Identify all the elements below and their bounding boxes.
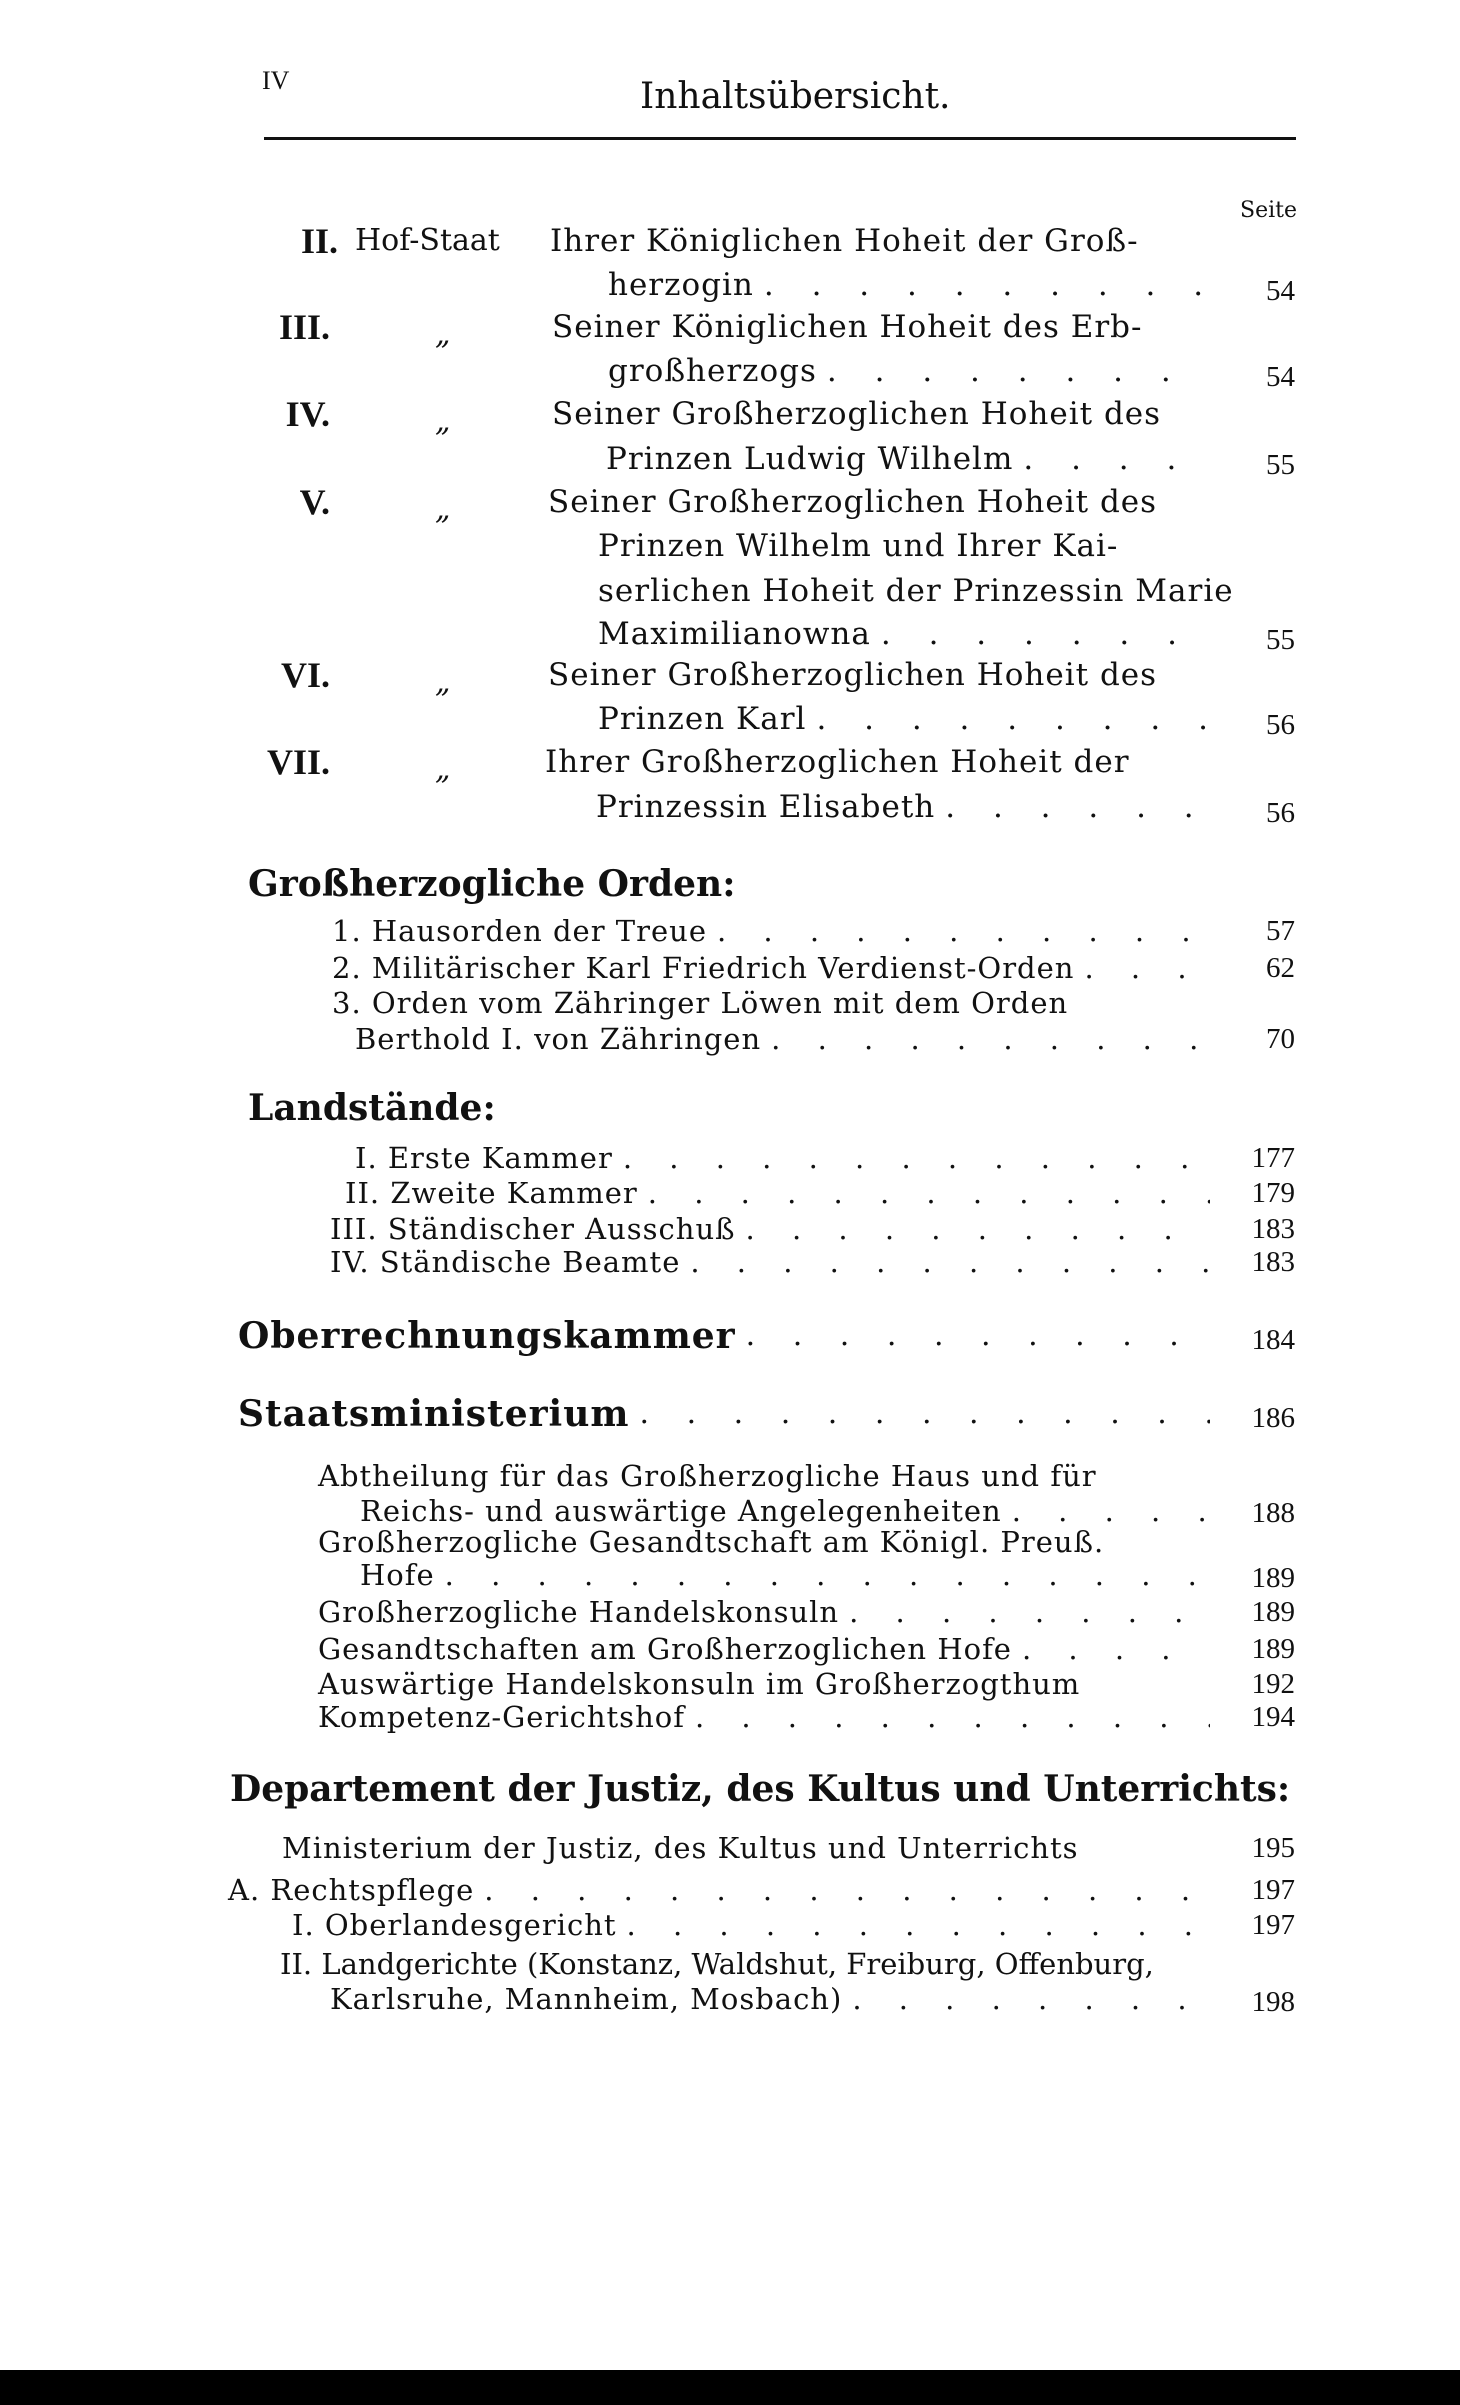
- entry-line: großherzogs . . .: [608, 351, 1210, 391]
- page-ref: 186: [1251, 1402, 1295, 1434]
- entry-line: 2. Militärischer Karl Friedrich Verdienst-Orden . . .: [332, 948, 1210, 988]
- entry-number: VI.: [280, 655, 330, 695]
- entry-line: Prinzen Ludwig Wilhelm . . .: [606, 439, 1210, 479]
- section-heading-justiz: Departement der Justiz, des Kultus und Unterrichts:: [230, 1768, 1291, 1810]
- entry-number: IV.: [285, 394, 330, 434]
- entry-number: III.: [278, 307, 330, 347]
- ditto-mark: „: [435, 492, 451, 527]
- entry-line: Abtheilung für das Großherzogliche Haus und für: [318, 1459, 1097, 1493]
- running-title: Inhaltsübersicht.: [640, 76, 951, 117]
- scan-border-bottom: [0, 2370, 1460, 2405]
- page-ref: 56: [1266, 709, 1295, 741]
- page-ref: 179: [1251, 1177, 1295, 1209]
- entry-line: Prinzen Wilhelm und Ihrer Kai-: [598, 528, 1119, 564]
- entry-line: Ihrer Königlichen Hoheit der Groß-: [550, 223, 1139, 259]
- entry-line: herzogin . . .: [608, 265, 1210, 305]
- page-ref: 197: [1251, 1909, 1295, 1941]
- entry-line: Maximilianowna . . .: [598, 614, 1210, 654]
- page-ref: 54: [1266, 275, 1295, 307]
- entry-line: III. Ständischer Ausschuß . . .: [330, 1209, 1210, 1249]
- entry-line: Seiner Königlichen Hoheit des Erb-: [552, 309, 1143, 345]
- entry-line: Kompetenz-Gerichtshof . . .: [318, 1697, 1210, 1737]
- entry-line: II. Zweite Kammer . . .: [345, 1173, 1210, 1213]
- page-ref: 57: [1266, 915, 1295, 947]
- header-rule: [264, 137, 1296, 140]
- ditto-mark: „: [435, 404, 451, 439]
- page-ref: 62: [1266, 952, 1295, 984]
- page-ref: 183: [1251, 1246, 1295, 1278]
- entry-number: V.: [299, 482, 330, 522]
- page-ref: 189: [1251, 1562, 1295, 1594]
- section-heading-landstaende: Landstände:: [248, 1087, 496, 1129]
- entry-line: serlichen Hoheit der Prinzessin Marie: [598, 573, 1234, 609]
- page-ref: 189: [1251, 1633, 1295, 1665]
- page-ref: 188: [1251, 1497, 1295, 1529]
- page-ref: 177: [1251, 1142, 1295, 1174]
- ditto-mark: „: [435, 317, 451, 352]
- page-ref: 54: [1266, 361, 1295, 393]
- entry-line: Seiner Großherzoglichen Hoheit des: [548, 657, 1158, 693]
- entry-line: Prinzen Karl . . .: [598, 699, 1210, 739]
- page-ref: 189: [1251, 1596, 1295, 1628]
- ditto-mark: „: [435, 752, 451, 787]
- entry-line: A. Rechtspflege . . .: [228, 1870, 1210, 1910]
- entry-line: Berthold I. von Zähringen . . .: [355, 1019, 1210, 1059]
- entry-line: 1. Hausorden der Treue . . .: [332, 911, 1210, 951]
- entry-line: Ministerium der Justiz, des Kultus und Unterrichts: [282, 1831, 1079, 1865]
- entry-line: Großherzogliche Gesandtschaft am Königl. Preuß.: [318, 1525, 1105, 1559]
- entry-line: II. Landgerichte (Konstanz, Waldshut, Freiburg, Offenburg,: [280, 1947, 1154, 1981]
- entry-line: IV. Ständische Beamte . . .: [330, 1242, 1210, 1282]
- section-heading-staatsministerium: Staatsministerium . . .: [238, 1390, 1210, 1438]
- page-ref: 198: [1251, 1986, 1295, 2018]
- ditto-mark: „: [435, 665, 451, 700]
- entry-line: I. Oberlandesgericht . . .: [292, 1905, 1210, 1945]
- entry-line: Seiner Großherzoglichen Hoheit des: [552, 396, 1162, 432]
- entry-line: Großherzogliche Handelskonsuln . . .: [318, 1592, 1210, 1632]
- page-ref: 70: [1266, 1023, 1295, 1055]
- entry-line: Gesandtschaften am Großherzoglichen Hofe . . .: [318, 1629, 1210, 1669]
- entry-prefix: Hof-Staat: [355, 223, 500, 258]
- page-ref: 184: [1251, 1324, 1295, 1356]
- page-ref: 192: [1251, 1668, 1295, 1700]
- seite-label: Seite: [1240, 198, 1297, 223]
- page-ref: 55: [1266, 449, 1295, 481]
- entry-line: Reichs- und auswärtige Angelegenheiten . . .: [360, 1491, 1210, 1531]
- entry-line: Prinzessin Elisabeth . . .: [596, 787, 1210, 827]
- entry-line: Auswärtige Handelskonsuln im Großherzogthum: [318, 1667, 1081, 1701]
- entry-line: 3. Orden vom Zähringer Löwen mit dem Orden: [332, 986, 1069, 1020]
- page-ref: 197: [1251, 1874, 1295, 1906]
- entry-line: Karlsruhe, Mannheim, Mosbach) . . .: [330, 1979, 1210, 2019]
- entry-line: Ihrer Großherzoglichen Hoheit der: [545, 744, 1130, 780]
- entry-number: II.: [300, 221, 338, 261]
- entry-line: Seiner Großherzoglichen Hoheit des: [548, 484, 1158, 520]
- section-heading-orden: Großherzogliche Orden:: [248, 863, 736, 905]
- page-ref: 183: [1251, 1213, 1295, 1245]
- page-ref: 194: [1251, 1701, 1295, 1733]
- entry-line: Hofe . . .: [360, 1555, 1210, 1595]
- entry-line: I. Erste Kammer . . .: [355, 1138, 1210, 1178]
- page-ref: 55: [1266, 624, 1295, 656]
- page-ref: 56: [1266, 797, 1295, 829]
- page-ref: 195: [1251, 1832, 1295, 1864]
- section-heading-oberrechnungskammer: Oberrechnungskammer . . .: [238, 1312, 1210, 1360]
- entry-number: VII.: [266, 742, 330, 782]
- page-number-roman: IV: [262, 66, 290, 95]
